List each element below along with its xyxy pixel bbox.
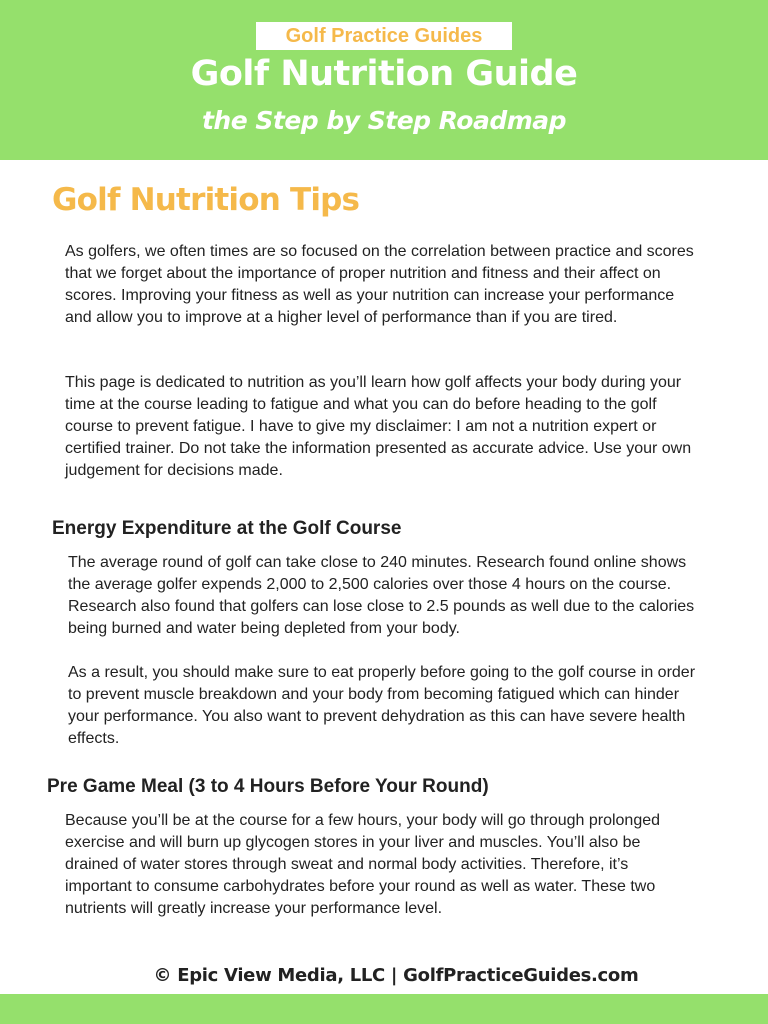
page-subtitle: the Step by Step Roadmap	[201, 106, 567, 135]
section-heading: Golf Nutrition Tips	[52, 182, 360, 218]
header-banner	[0, 0, 768, 160]
pre-game-meal-heading: Pre Game Meal (3 to 4 Hours Before Your Round)	[47, 776, 489, 797]
intro-paragraph-2: This page is dedicated to nutrition as you’ll learn how golf affects your body during your time at the course leading to fatigue and what you can do before heading to the golf course to prevent fatigue. I have to give my disclaimer: I am not a nutrition expert or certified trainer. Do not take the information presented as accurate advice. Use your own judgement for decisions made.	[65, 374, 692, 479]
page-title: Golf Nutrition Guide	[190, 54, 578, 94]
energy-expenditure-heading: Energy Expenditure at the Golf Course	[52, 518, 402, 539]
footer-copyright: © Epic View Media, LLC | GolfPracticeGuides.com	[153, 965, 639, 986]
intro-paragraph-1: As golfers, we often times are so focused on the correlation between practice and scores that we forget about the importance of proper nutrition and fitness and their affect on scores. Improving your fitness as well as your nutrition can increase your performance and allow you to improve at a higher level of performance than if you are tired.	[65, 243, 694, 326]
energy-paragraph-2: As a result, you should make sure to eat properly before going to the golf course in order to prevent muscle breakdown and your body from becoming fatigued which can hinder your performance. You also want to prevent dehydration as this can have severe health effects.	[68, 664, 696, 747]
site-badge: Golf Practice Guides	[256, 22, 512, 50]
pre-game-paragraph: Because you’ll be at the course for a few hours, your body will go through prolonged exercise and will burn up glycogen stores in your liver and muscles. You’ll also be drained of water stores through sweat and normal body activities. Therefore, it’s important to consume carbohydrates before your round as well as water. These two nutrients will greatly increase your performance level.	[65, 812, 661, 917]
footer-bar	[0, 994, 768, 1024]
energy-paragraph-1: The average round of golf can take close to 240 minutes. Research found online shows the average golfer expends 2,000 to 2,500 calories over those 4 hours on the course. Research also found that golfers can lose close to 2.5 pounds as well due to the calories being burned and water being depleted from your body.	[68, 554, 695, 637]
